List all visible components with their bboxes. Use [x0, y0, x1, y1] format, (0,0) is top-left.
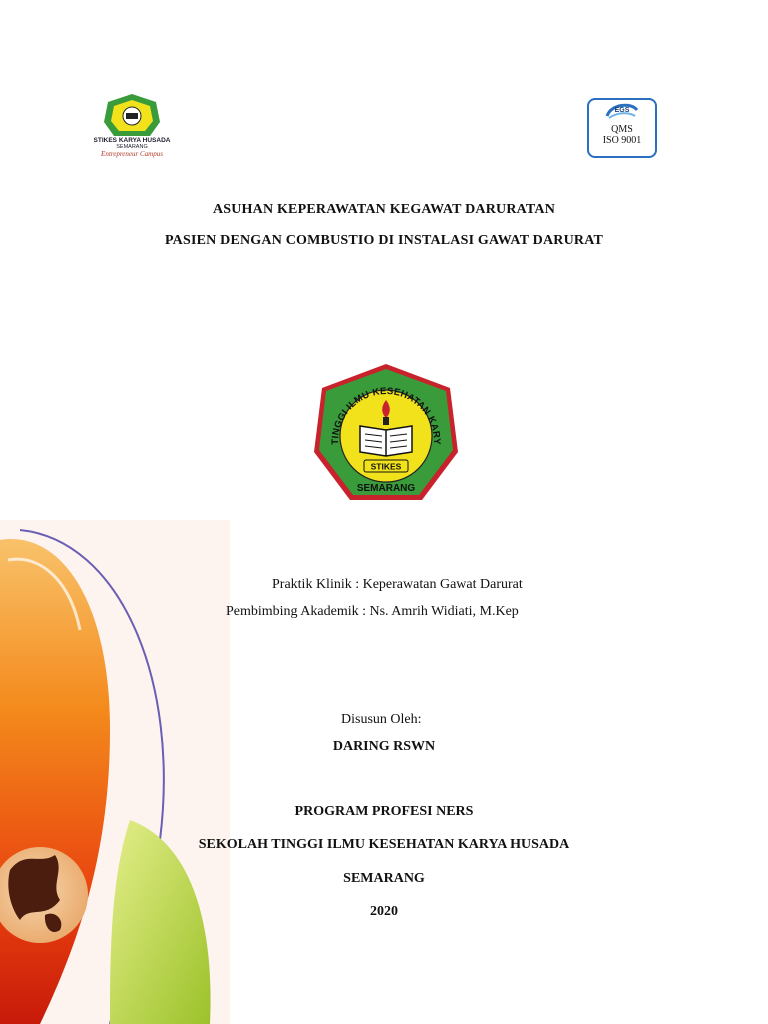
praktik-klinik-line: Praktik Klinik : Keperawatan Gawat Darurat: [272, 577, 523, 592]
small-logo-city: SEMARANG: [116, 144, 148, 150]
stikes-emblem-icon: [310, 360, 462, 510]
qms-label: QMS: [611, 124, 633, 135]
pembimbing-akademik-line: Pembimbing Akademik : Ns. Amrih Widiati, M.Kep: [226, 604, 519, 619]
stikes-emblem: [310, 360, 462, 510]
school-name: SEKOLAH TINGGI ILMU KESEHATAN KARYA HUSADA: [198, 837, 570, 852]
small-logo-institution: STIKES KARYA HUSADA: [93, 137, 171, 144]
egs-label: EGS: [614, 107, 630, 114]
program-name: PROGRAM PROFESI NERS: [294, 804, 474, 819]
title-line-1: ASUHAN KEPERAWATAN KEGAWAT DARURATAN: [212, 202, 556, 217]
city-name: SEMARANG: [343, 871, 425, 886]
emblem-banner-text: STIKES: [370, 461, 402, 472]
stikes-small-logo: [84, 92, 180, 162]
decorative-swoosh: [0, 520, 230, 1024]
emblem-city-text: SEMARANG: [356, 483, 416, 494]
disusun-oleh-label: Disusun Oleh:: [341, 712, 422, 727]
iso-label: ISO 9001: [602, 135, 642, 146]
emblem-ring-text: TINGGI ILMU KESEHATAN KARY: [329, 385, 443, 445]
small-logo-tagline: Entrepreneur Campus: [101, 150, 163, 158]
year: 2020: [370, 904, 398, 919]
author-name: DARING RSWN: [332, 739, 436, 754]
iso-certification-logo: [587, 98, 657, 158]
title-line-2: PASIEN DENGAN COMBUSTIO DI INSTALASI GAWAT DARURAT: [164, 233, 604, 248]
